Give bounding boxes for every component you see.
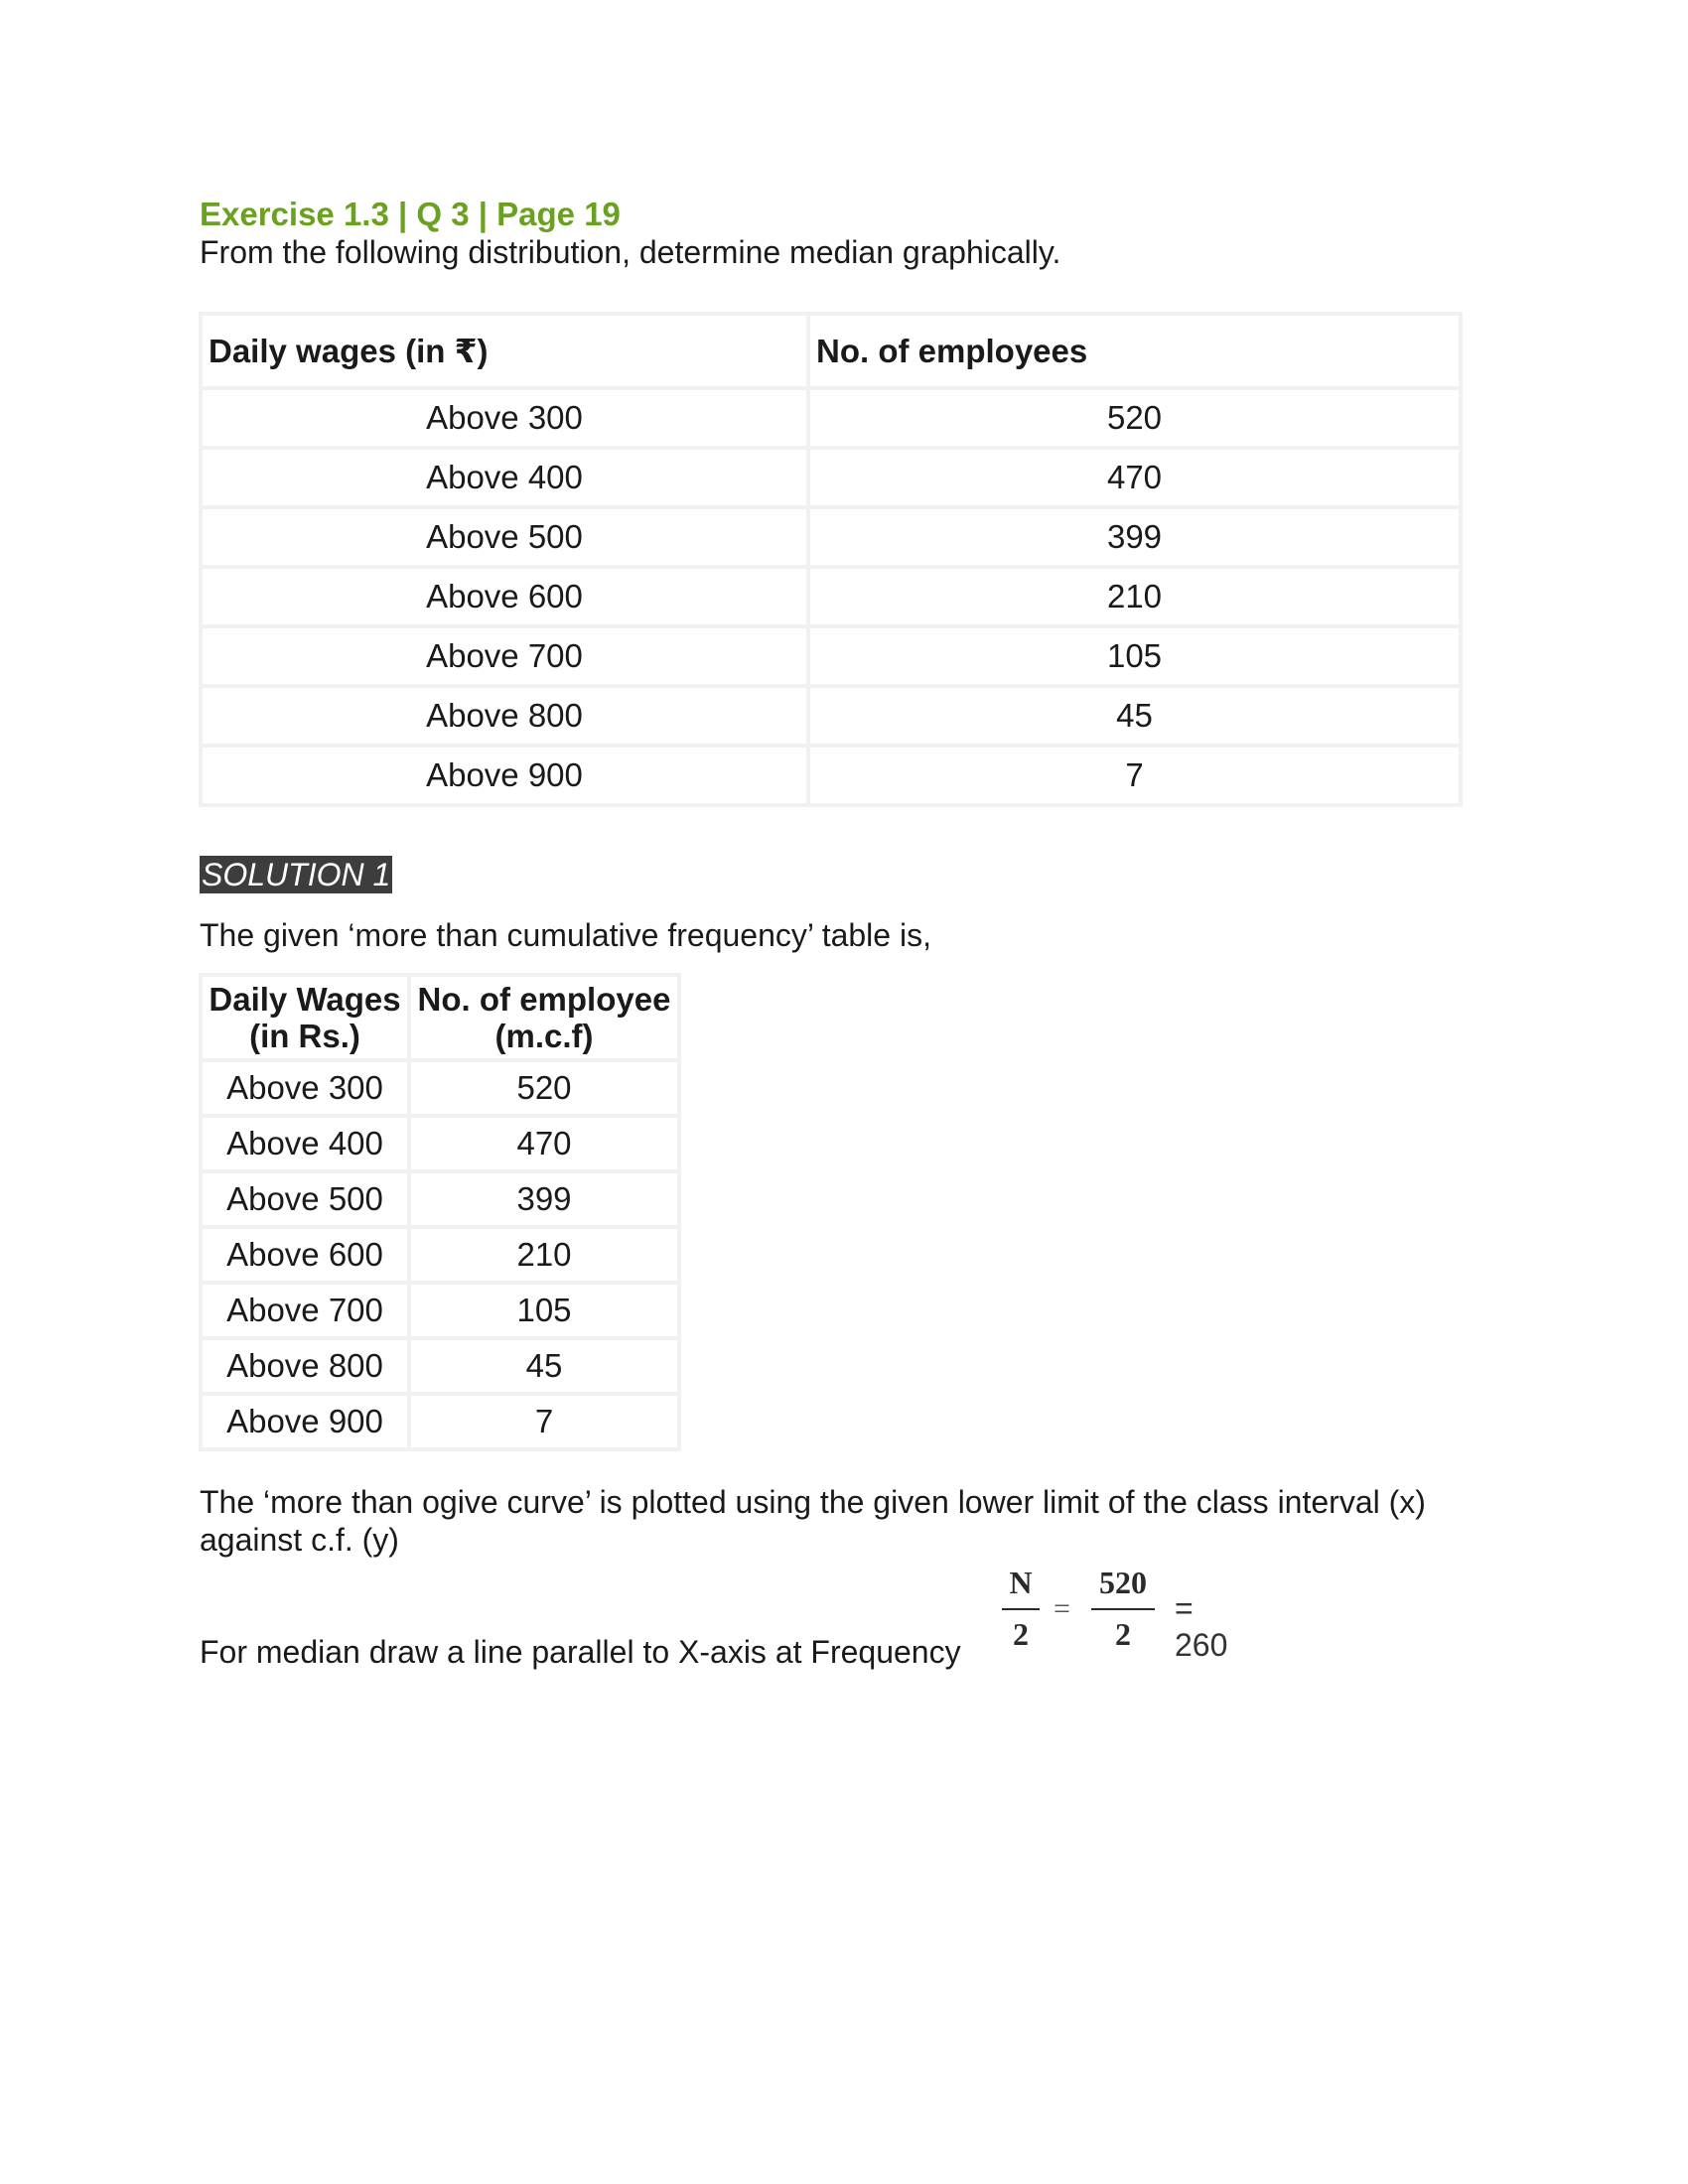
table-row	[203, 1173, 677, 1225]
table-cell: 45	[810, 688, 1459, 744]
table-row	[203, 628, 1459, 684]
table-row	[203, 1340, 677, 1392]
table-cell: Above 800	[203, 1340, 407, 1392]
table-cell: Above 400	[203, 1118, 407, 1169]
table-cell: Above 700	[203, 1285, 407, 1336]
table-header-cell: Daily wages (in ₹)	[203, 316, 806, 386]
table-row	[203, 688, 1459, 744]
table-cell: 7	[810, 748, 1459, 803]
table-cell: Above 500	[203, 1173, 407, 1225]
table-cell: Above 900	[203, 1396, 407, 1447]
table-cell: 470	[411, 1118, 677, 1169]
table-cell: 210	[411, 1229, 677, 1281]
table-row	[203, 1229, 677, 1281]
table-row	[203, 1118, 677, 1169]
exercise-heading: Exercise 1.3 | Q 3 | Page 19	[200, 196, 621, 232]
table-row	[203, 569, 1459, 624]
table-cell: 105	[411, 1285, 677, 1336]
fraction-bar	[1091, 1608, 1155, 1610]
fraction-numerator: 520	[1099, 1565, 1147, 1600]
table-cell: 105	[810, 628, 1459, 684]
table-cell: 520	[810, 390, 1459, 446]
header-line: No. of employee	[417, 981, 671, 1018]
header-line: (m.c.f)	[494, 1018, 594, 1054]
table-row	[203, 1062, 677, 1114]
table-cell: Above 500	[203, 509, 806, 565]
fraction-denominator: 2	[1013, 1616, 1029, 1652]
fraction-denominator: 2	[1115, 1616, 1131, 1652]
table-cell: 399	[411, 1173, 677, 1225]
table-header-cell	[411, 977, 677, 1058]
table-cell: Above 300	[203, 1062, 407, 1114]
cumulative-frequency-table	[199, 973, 681, 1451]
table-cell: Above 600	[203, 569, 806, 624]
question-text: From the following distribution, determine median graphically.	[200, 234, 1061, 270]
equals-sign: =	[1054, 1592, 1070, 1625]
document-page	[200, 195, 1490, 1670]
table-cell: Above 700	[203, 628, 806, 684]
table-cell: 7	[411, 1396, 677, 1447]
table-cell: 470	[810, 450, 1459, 505]
table-row	[203, 450, 1459, 505]
table-cell: Above 800	[203, 688, 806, 744]
solution-label: SOLUTION 1	[202, 857, 391, 892]
table-row	[203, 390, 1459, 446]
given-text: The given ‘more than cumulative frequency’ table is,	[200, 917, 931, 953]
table-cell: Above 300	[203, 390, 806, 446]
table-cell: Above 900	[203, 748, 806, 803]
formula-result: = 260	[1175, 1590, 1228, 1663]
header-line: (in Rs.)	[249, 1018, 360, 1054]
table-row	[203, 509, 1459, 565]
table-row	[203, 748, 1459, 803]
table-header-cell	[203, 977, 407, 1058]
table-cell: 210	[810, 569, 1459, 624]
distribution-table	[199, 312, 1463, 807]
table-cell: 520	[411, 1062, 677, 1114]
header-line: Daily Wages	[209, 981, 401, 1018]
fraction-numerator: N	[1009, 1565, 1033, 1600]
table-row	[203, 1285, 677, 1336]
table-cell: 45	[411, 1340, 677, 1392]
table-header-row	[203, 977, 677, 1058]
table-row	[203, 1396, 677, 1447]
median-text: For median draw a line parallel to X-axis at Frequency	[200, 1634, 961, 1670]
table-cell: Above 400	[203, 450, 806, 505]
fraction-520-over-2	[1091, 1565, 1155, 1652]
ogive-text: The ‘more than ogive curve’ is plotted using the given lower limit of the class interval (x) against c.f. (y)	[200, 1484, 1426, 1558]
fraction-bar	[1002, 1608, 1040, 1610]
table-header-row	[203, 316, 1459, 386]
table-header-cell: No. of employees	[810, 316, 1459, 386]
table-cell: Above 600	[203, 1229, 407, 1281]
table-cell: 399	[810, 509, 1459, 565]
fraction-n-over-2	[1002, 1565, 1040, 1652]
